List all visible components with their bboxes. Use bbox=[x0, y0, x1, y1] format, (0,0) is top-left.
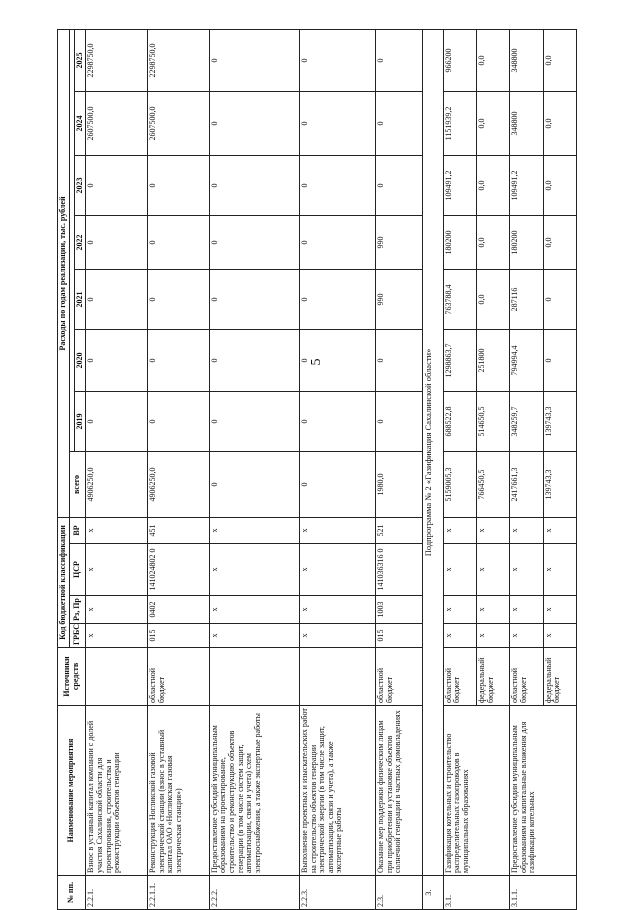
value-y2021: 0 bbox=[299, 269, 375, 329]
funding-source: федеральный бюджет bbox=[476, 648, 509, 706]
value-y2025: 966200 bbox=[443, 29, 476, 91]
code-grbs: x bbox=[86, 624, 148, 648]
value-y2025: 0,0 bbox=[543, 29, 576, 91]
funding-source bbox=[299, 648, 375, 706]
section-title: Подпрограмма № 2 «Газификация Сахалинской области» bbox=[423, 29, 443, 875]
value-y2021: 287116 bbox=[510, 269, 543, 329]
value-total: 766450,5 bbox=[476, 451, 509, 517]
value-y2021: 763788,4 bbox=[443, 269, 476, 329]
code-csr: 141024802 0 bbox=[148, 544, 210, 596]
budget-table bbox=[57, 29, 577, 910]
row-number: 2.3. bbox=[375, 876, 423, 910]
value-y2024: 2607500,0 bbox=[86, 91, 148, 155]
value-y2023: 0,0 bbox=[543, 155, 576, 215]
value-y2024: 0,0 bbox=[476, 91, 509, 155]
header-source: Источники средств bbox=[58, 648, 86, 706]
code-csr: x bbox=[299, 544, 375, 596]
budget-table-container bbox=[57, 30, 577, 910]
header-grbs: ГРБС bbox=[69, 624, 86, 648]
value-y2024: 348800 bbox=[510, 91, 543, 155]
header-name: Наименование мероприятия bbox=[58, 706, 86, 876]
value-y2019: 139743,3 bbox=[543, 391, 576, 451]
value-y2019: 0 bbox=[148, 391, 210, 451]
header-year: 2025 bbox=[74, 29, 86, 91]
funding-source: федеральный бюджет bbox=[543, 648, 576, 706]
code-rzpr: 0402 bbox=[148, 596, 210, 624]
code-csr: x bbox=[510, 544, 543, 596]
code-grbs: 015 bbox=[375, 624, 423, 648]
header-year: 2019 bbox=[74, 391, 86, 451]
row-number: 2.2.2. bbox=[209, 876, 299, 910]
value-y2020: 794994,4 bbox=[510, 329, 543, 391]
value-total: 5159005,3 bbox=[443, 451, 476, 517]
value-y2022: 990 bbox=[375, 215, 423, 269]
code-rzpr: x bbox=[510, 596, 543, 624]
code-grbs: x bbox=[543, 624, 576, 648]
code-vr: 521 bbox=[375, 517, 423, 543]
code-csr: x bbox=[476, 544, 509, 596]
header-rzpr: Рз, Пр bbox=[69, 596, 86, 624]
value-y2025: 2298750,0 bbox=[148, 29, 210, 91]
header-year: 2022 bbox=[74, 215, 86, 269]
value-y2020: 1298863,7 bbox=[443, 329, 476, 391]
value-y2019: 514650,5 bbox=[476, 391, 509, 451]
code-grbs: 015 bbox=[148, 624, 210, 648]
row-number: 3.1. bbox=[443, 876, 510, 910]
page-number: 5 bbox=[309, 358, 324, 366]
funding-source bbox=[209, 648, 299, 706]
table-row bbox=[443, 29, 476, 909]
activity-name: Предоставление субсидии муниципальным образованиям на капитальные вложения для газификации котельных bbox=[510, 706, 577, 876]
value-y2020: 0 bbox=[299, 329, 375, 391]
header-expenses: Расходы по годам реализации, тыс. рублей bbox=[58, 29, 70, 517]
value-y2024: 2607500,0 bbox=[148, 91, 210, 155]
header-csr: ЦСР bbox=[69, 544, 86, 596]
value-y2024: 1151939,2 bbox=[443, 91, 476, 155]
activity-name: Реконструкция Ногликской газовой электрической станции (взнос в уставный капитал ОАО «Ногликская газовая электрическая станция») bbox=[148, 706, 210, 876]
activity-name: Предоставление субсидий муниципальным образованиям на проектирование, строительство и реконструкцию объектов генерации (в том числе систем защит, автоматизации, связи и учета) схем электроснабжения, а также экспертные работы bbox=[209, 706, 299, 876]
value-y2025: 0 bbox=[375, 29, 423, 91]
value-y2023: 0 bbox=[375, 155, 423, 215]
value-y2019: 0 bbox=[86, 391, 148, 451]
value-y2021: 0 bbox=[209, 269, 299, 329]
code-vr: x bbox=[443, 517, 476, 543]
code-vr: x bbox=[476, 517, 509, 543]
value-y2022: 0 bbox=[86, 215, 148, 269]
table-body bbox=[86, 29, 577, 909]
value-y2025: 0 bbox=[299, 29, 375, 91]
section-row bbox=[423, 29, 443, 909]
value-y2021: 0,0 bbox=[476, 269, 509, 329]
code-grbs: x bbox=[476, 624, 509, 648]
code-rzpr: x bbox=[86, 596, 148, 624]
value-y2025: 348800 bbox=[510, 29, 543, 91]
code-vr: x bbox=[510, 517, 543, 543]
value-y2021: 0 bbox=[86, 269, 148, 329]
code-grbs: x bbox=[209, 624, 299, 648]
funding-source: областной бюджет bbox=[443, 648, 476, 706]
value-y2022: 0 bbox=[209, 215, 299, 269]
code-csr: x bbox=[543, 544, 576, 596]
code-csr: 141036316 0 bbox=[375, 544, 423, 596]
value-y2025: 0,0 bbox=[476, 29, 509, 91]
code-rzpr: x bbox=[476, 596, 509, 624]
code-csr: x bbox=[86, 544, 148, 596]
value-y2025: 0 bbox=[209, 29, 299, 91]
value-y2021: 0 bbox=[148, 269, 210, 329]
header-year: 2021 bbox=[74, 269, 86, 329]
code-csr: x bbox=[443, 544, 476, 596]
activity-name: Взнос в уставный капитал компании с долей участия Сахалинской области для проектирования, строительства и реконструкции объектов генерации bbox=[86, 706, 148, 876]
table-row bbox=[510, 29, 543, 909]
activity-name: Оказание мер поддержки физическим лицам при приобретении и установке объектов солнечной генерации в частных домовладениях bbox=[375, 706, 423, 876]
header-vr: ВР bbox=[69, 517, 86, 543]
activity-name: Выполнение проектных и изыскательских работ на строительство объектов генерации электрической энергии (в том числе защит, автоматизации, связи и учета), а также экспертные работы bbox=[299, 706, 375, 876]
value-y2020: 251800 bbox=[476, 329, 509, 391]
value-y2022: 0,0 bbox=[543, 215, 576, 269]
value-y2024: 0,0 bbox=[543, 91, 576, 155]
value-y2020: 0 bbox=[148, 329, 210, 391]
table-row bbox=[148, 29, 210, 909]
code-rzpr: x bbox=[443, 596, 476, 624]
value-total: 2417661,3 bbox=[510, 451, 543, 517]
value-y2023: 0 bbox=[86, 155, 148, 215]
code-vr: x bbox=[299, 517, 375, 543]
value-y2020: 0 bbox=[375, 329, 423, 391]
value-total: 0 bbox=[299, 451, 375, 517]
code-rzpr: x bbox=[299, 596, 375, 624]
funding-source: областной бюджет bbox=[510, 648, 543, 706]
row-number: 3.1.1. bbox=[510, 876, 577, 910]
code-grbs: x bbox=[299, 624, 375, 648]
value-y2022: 0 bbox=[148, 215, 210, 269]
header-num: № пп. bbox=[58, 876, 86, 910]
code-grbs: x bbox=[510, 624, 543, 648]
value-y2020: 0 bbox=[543, 329, 576, 391]
value-total: 1980,0 bbox=[375, 451, 423, 517]
value-y2019: 688522,8 bbox=[443, 391, 476, 451]
value-y2022: 180200 bbox=[443, 215, 476, 269]
table-row bbox=[209, 29, 299, 909]
section-number: 3. bbox=[423, 876, 443, 910]
value-y2022: 0 bbox=[299, 215, 375, 269]
header-year: 2020 bbox=[74, 329, 86, 391]
table-row bbox=[86, 29, 148, 909]
value-total: 4906250,0 bbox=[86, 451, 148, 517]
value-y2022: 180200 bbox=[510, 215, 543, 269]
value-y2023: 0 bbox=[299, 155, 375, 215]
code-vr: x bbox=[209, 517, 299, 543]
funding-source bbox=[86, 648, 148, 706]
value-y2023: 109491,2 bbox=[443, 155, 476, 215]
funding-source: областной бюджет bbox=[148, 648, 210, 706]
header-total: всего bbox=[69, 451, 86, 517]
value-y2019: 0 bbox=[209, 391, 299, 451]
code-rzpr: x bbox=[543, 596, 576, 624]
code-rzpr: x bbox=[209, 596, 299, 624]
code-rzpr: 1003 bbox=[375, 596, 423, 624]
table-row bbox=[299, 29, 375, 909]
header-year: 2024 bbox=[74, 91, 86, 155]
code-csr: x bbox=[209, 544, 299, 596]
value-y2022: 0,0 bbox=[476, 215, 509, 269]
value-y2019: 0 bbox=[299, 391, 375, 451]
activity-name: Газификация котельных и строительство распределительных газопроводов в муниципальных образованиях bbox=[443, 706, 510, 876]
code-vr: 451 bbox=[148, 517, 210, 543]
value-y2021: 0 bbox=[543, 269, 576, 329]
value-total: 0 bbox=[209, 451, 299, 517]
value-y2024: 0 bbox=[299, 91, 375, 155]
value-y2019: 348259,7 bbox=[510, 391, 543, 451]
header-year: 2023 bbox=[74, 155, 86, 215]
value-y2024: 0 bbox=[209, 91, 299, 155]
value-y2020: 0 bbox=[209, 329, 299, 391]
row-number: 2.2.1. bbox=[86, 876, 148, 910]
code-vr: x bbox=[543, 517, 576, 543]
value-y2023: 0 bbox=[209, 155, 299, 215]
value-y2023: 109491,2 bbox=[510, 155, 543, 215]
value-total: 139743,3 bbox=[543, 451, 576, 517]
value-y2023: 0,0 bbox=[476, 155, 509, 215]
code-vr: x bbox=[86, 517, 148, 543]
header-budget-code: Код бюджетной классификации bbox=[58, 517, 70, 647]
value-y2020: 0 bbox=[86, 329, 148, 391]
table-row bbox=[375, 29, 423, 909]
value-y2025: 2298750,0 bbox=[86, 29, 148, 91]
value-total: 4906250,0 bbox=[148, 451, 210, 517]
funding-source: областной бюджет bbox=[375, 648, 423, 706]
row-number: 2.2.1.1. bbox=[148, 876, 210, 910]
code-grbs: x bbox=[443, 624, 476, 648]
value-y2021: 990 bbox=[375, 269, 423, 329]
value-y2019: 0 bbox=[375, 391, 423, 451]
value-y2023: 0 bbox=[148, 155, 210, 215]
row-number: 2.2.3. bbox=[299, 876, 375, 910]
value-y2024: 0 bbox=[375, 91, 423, 155]
